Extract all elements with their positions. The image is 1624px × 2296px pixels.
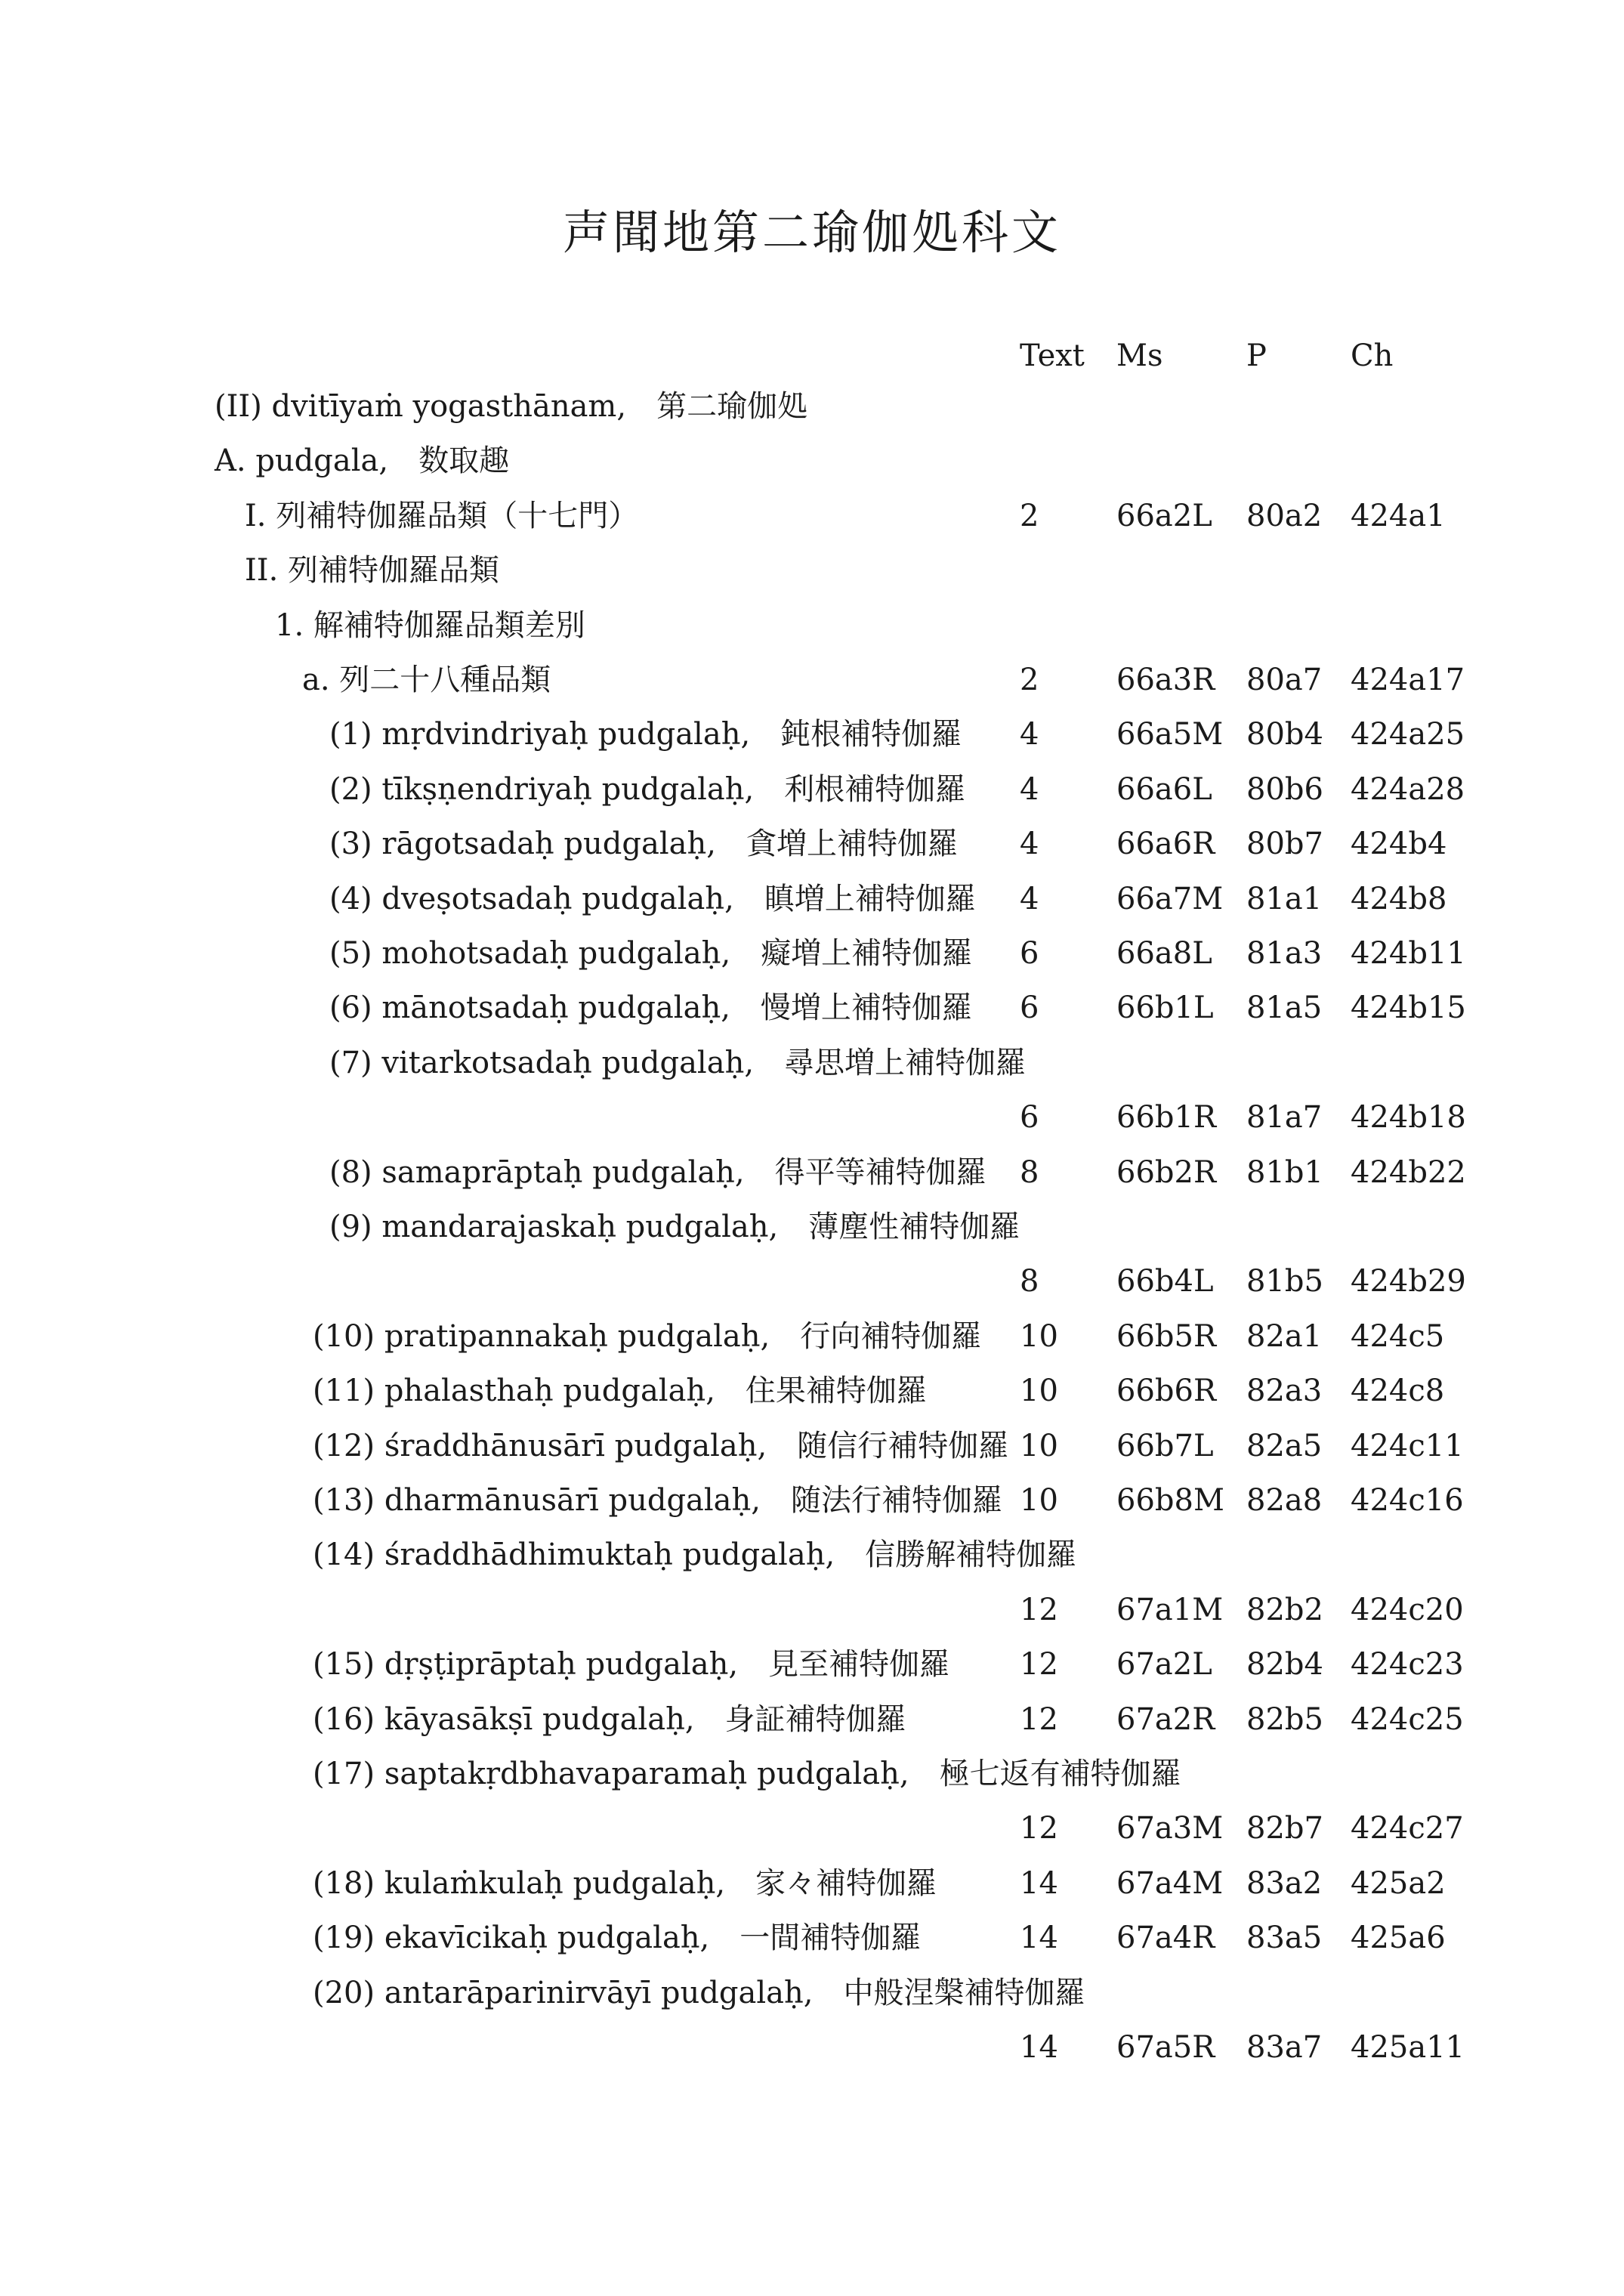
cell-ch: 424c25 (1351, 1702, 1464, 1737)
table-row (0, 762, 1624, 817)
cell-ms: 66b5R (1116, 1319, 1217, 1354)
outline-label: (10) pratipannakaḥ pudgalaḥ, 行向補特伽羅 (313, 1319, 982, 1354)
cell-ms: 66b1R (1116, 1100, 1217, 1135)
cell-p: 81a7 (1246, 1100, 1323, 1135)
outline-label: (17) saptakṛdbhavaparamaḥ pudgalaḥ, 極七返有補特伽羅 (313, 1757, 1181, 1791)
cell-ch: 424a28 (1351, 772, 1465, 807)
cell-text: 2 (1020, 499, 1039, 533)
cell-ch: 425a6 (1351, 1921, 1446, 1955)
cell-ch: 424a17 (1351, 663, 1465, 697)
cell-ch: 424b8 (1351, 882, 1447, 916)
cell-ms: 67a5R (1116, 2030, 1215, 2065)
cell-ch: 425a2 (1351, 1866, 1446, 1901)
table-row (0, 598, 1624, 653)
cell-text: 10 (1020, 1483, 1058, 1518)
table-row (0, 1966, 1624, 2020)
cell-p: 82b5 (1246, 1702, 1323, 1737)
cell-text: 14 (1020, 1866, 1058, 1901)
cell-ch: 425a11 (1351, 2030, 1465, 2065)
table-row (0, 1364, 1624, 1418)
cell-text: 14 (1020, 1921, 1058, 1955)
cell-p: 80a7 (1246, 663, 1323, 697)
cell-p: 81b5 (1246, 1264, 1323, 1299)
cell-ms: 66b8M (1116, 1483, 1224, 1518)
cell-ms: 67a4R (1116, 1921, 1215, 1955)
outline-label: (15) dṛṣṭiprāptaḥ pudgalaḥ, 見至補特伽羅 (313, 1647, 950, 1682)
cell-ch: 424c20 (1351, 1593, 1464, 1627)
cell-p: 82b4 (1246, 1647, 1323, 1682)
cell-ch: 424c5 (1351, 1319, 1445, 1354)
cell-ch: 424b18 (1351, 1100, 1466, 1135)
table-row (0, 1473, 1624, 1528)
outline-label: (8) samaprāptaḥ pudgalaḥ, 得平等補特伽羅 (329, 1155, 986, 1190)
table-row (0, 707, 1624, 762)
cell-p: 82b7 (1246, 1811, 1323, 1846)
cell-ms: 67a3M (1116, 1811, 1224, 1846)
cell-ms: 66b4L (1116, 1264, 1214, 1299)
cell-ms: 66b7L (1116, 1429, 1214, 1463)
cell-p: 83a7 (1246, 2030, 1323, 2065)
cell-ms: 66b6R (1116, 1374, 1217, 1408)
table-row (0, 817, 1624, 871)
cell-ch: 424b29 (1351, 1264, 1466, 1299)
cell-ch: 424b4 (1351, 827, 1447, 861)
cell-text: 6 (1020, 1100, 1039, 1135)
cell-text: 14 (1020, 2030, 1058, 2065)
outline-label: (19) ekavīcikaḥ pudgalaḥ, 一間補特伽羅 (313, 1921, 922, 1955)
table-row (0, 981, 1624, 1035)
table-row (0, 434, 1624, 488)
cell-p: 82b2 (1246, 1593, 1323, 1627)
cell-p: 81a1 (1246, 882, 1323, 916)
cell-text: 10 (1020, 1429, 1058, 1463)
cell-ch: 424c16 (1351, 1483, 1464, 1518)
page-title: 声聞地第二瑜伽処科文 (562, 205, 1061, 260)
cell-ms: 66b1L (1116, 990, 1214, 1025)
cell-ms: 66a5M (1116, 717, 1224, 752)
cell-text: 12 (1020, 1811, 1058, 1846)
outline-label: (5) mohotsadaḥ pudgalaḥ, 癡増上補特伽羅 (329, 936, 973, 971)
table-row (0, 1145, 1624, 1200)
cell-text: 12 (1020, 1702, 1058, 1737)
cell-text: 12 (1020, 1647, 1058, 1682)
outline-label: (1) mṛdvindriyaḥ pudgalaḥ, 鈍根補特伽羅 (329, 717, 962, 752)
cell-text: 6 (1020, 990, 1039, 1025)
table-row (0, 1747, 1624, 1801)
table-row (0, 1911, 1624, 1965)
outline-label: (18) kulaṁkulaḥ pudgalaḥ, 家々補特伽羅 (313, 1866, 937, 1901)
table-row (0, 1200, 1624, 1254)
cell-text: 8 (1020, 1155, 1039, 1190)
table-row (0, 872, 1624, 926)
cell-ms: 66b2R (1116, 1155, 1217, 1190)
cell-ms: 66a6L (1116, 772, 1212, 807)
table-row (0, 1856, 1624, 1911)
outline-label: (14) śraddhādhimuktaḥ pudgalaḥ, 信勝解補特伽羅 (313, 1537, 1077, 1572)
column-header-p: P (1246, 338, 1267, 373)
cell-p: 82a3 (1246, 1374, 1323, 1408)
cell-p: 83a2 (1246, 1866, 1323, 1901)
outline-label: 1. 解補特伽羅品類差別 (275, 608, 585, 643)
outline-label: (16) kāyasākṣī pudgalaḥ, 身証補特伽羅 (313, 1702, 906, 1737)
cell-ch: 424b15 (1351, 990, 1466, 1025)
outline-label: (13) dharmānusārī pudgalaḥ, 随法行補特伽羅 (313, 1483, 1003, 1518)
table-row (0, 2020, 1624, 2075)
table-row (0, 1692, 1624, 1747)
cell-ch: 424a1 (1351, 499, 1446, 533)
cell-p: 80a2 (1246, 499, 1323, 533)
outline-label: (3) rāgotsadaḥ pudgalaḥ, 貪増上補特伽羅 (329, 827, 958, 861)
outline-label: (2) tīkṣṇendriyaḥ pudgalaḥ, 利根補特伽羅 (329, 772, 966, 807)
cell-ch: 424c8 (1351, 1374, 1445, 1408)
column-header-ms: Ms (1116, 338, 1163, 373)
cell-p: 82a8 (1246, 1483, 1323, 1518)
table-row (0, 1309, 1624, 1364)
table-row (0, 1801, 1624, 1856)
table-row (0, 489, 1624, 543)
cell-p: 83a5 (1246, 1921, 1323, 1955)
cell-p: 80b7 (1246, 827, 1323, 861)
table-row (0, 379, 1624, 434)
cell-ch: 424c11 (1351, 1429, 1464, 1463)
table-row (0, 1637, 1624, 1692)
cell-p: 81a5 (1246, 990, 1323, 1025)
cell-text: 2 (1020, 663, 1039, 697)
cell-text: 4 (1020, 772, 1039, 807)
cell-ms: 67a2L (1116, 1647, 1212, 1682)
outline-label: (6) mānotsadaḥ pudgalaḥ, 慢増上補特伽羅 (329, 990, 972, 1025)
outline-label: (20) antarāparinirvāyī pudgalaḥ, 中般涅槃補特伽羅 (313, 1976, 1085, 2010)
cell-ms: 66a8L (1116, 936, 1212, 971)
cell-ms: 66a2L (1116, 499, 1212, 533)
cell-ms: 66a7M (1116, 882, 1224, 916)
cell-text: 4 (1020, 882, 1039, 916)
table-row (0, 1090, 1624, 1145)
cell-ch: 424b11 (1351, 936, 1466, 971)
cell-ch: 424c27 (1351, 1811, 1464, 1846)
cell-p: 82a5 (1246, 1429, 1323, 1463)
column-header-ch: Ch (1351, 338, 1394, 373)
cell-p: 81b1 (1246, 1155, 1323, 1190)
cell-ms: 67a1M (1116, 1593, 1224, 1627)
cell-ms: 67a2R (1116, 1702, 1215, 1737)
cell-ms: 66a6R (1116, 827, 1215, 861)
table-row (0, 1036, 1624, 1090)
cell-text: 4 (1020, 717, 1039, 752)
outline-label: I. 列補特伽羅品類（十七門） (245, 499, 639, 533)
table-row (0, 1583, 1624, 1637)
cell-ch: 424a25 (1351, 717, 1465, 752)
outline-label: (12) śraddhānusārī pudgalaḥ, 随信行補特伽羅 (313, 1429, 1009, 1463)
cell-ms: 66a3R (1116, 663, 1215, 697)
table-row (0, 926, 1624, 981)
cell-ch: 424b22 (1351, 1155, 1466, 1190)
table-row (0, 1419, 1624, 1473)
outline-label: (11) phalasthaḥ pudgalaḥ, 住果補特伽羅 (313, 1374, 927, 1408)
outline-label: (9) mandarajaskaḥ pudgalaḥ, 薄塵性補特伽羅 (329, 1210, 1020, 1244)
outline-label: (4) dveṣotsadaḥ pudgalaḥ, 瞋増上補特伽羅 (329, 882, 976, 916)
cell-text: 10 (1020, 1374, 1058, 1408)
column-header-text: Text (1020, 338, 1085, 373)
cell-p: 80b6 (1246, 772, 1323, 807)
cell-text: 4 (1020, 827, 1039, 861)
cell-text: 10 (1020, 1319, 1058, 1354)
cell-text: 6 (1020, 936, 1039, 971)
outline-label: a. 列二十八種品類 (302, 663, 551, 697)
cell-text: 12 (1020, 1593, 1058, 1627)
table-row (0, 543, 1624, 598)
outline-label: II. 列補特伽羅品類 (245, 553, 500, 588)
outline-label: (II) dvitīyaṁ yogasthānam, 第二瑜伽処 (215, 389, 808, 424)
table-row (0, 1528, 1624, 1582)
cell-p: 81a3 (1246, 936, 1323, 971)
table-row (0, 653, 1624, 707)
cell-ch: 424c23 (1351, 1647, 1464, 1682)
cell-p: 80b4 (1246, 717, 1323, 752)
outline-label: (7) vitarkotsadaḥ pudgalaḥ, 尋思増上補特伽羅 (329, 1046, 1027, 1080)
cell-ms: 67a4M (1116, 1866, 1224, 1901)
cell-text: 8 (1020, 1264, 1039, 1299)
outline-label: A. pudgala, 数取趣 (215, 443, 510, 478)
cell-p: 82a1 (1246, 1319, 1323, 1354)
table-row (0, 1254, 1624, 1309)
